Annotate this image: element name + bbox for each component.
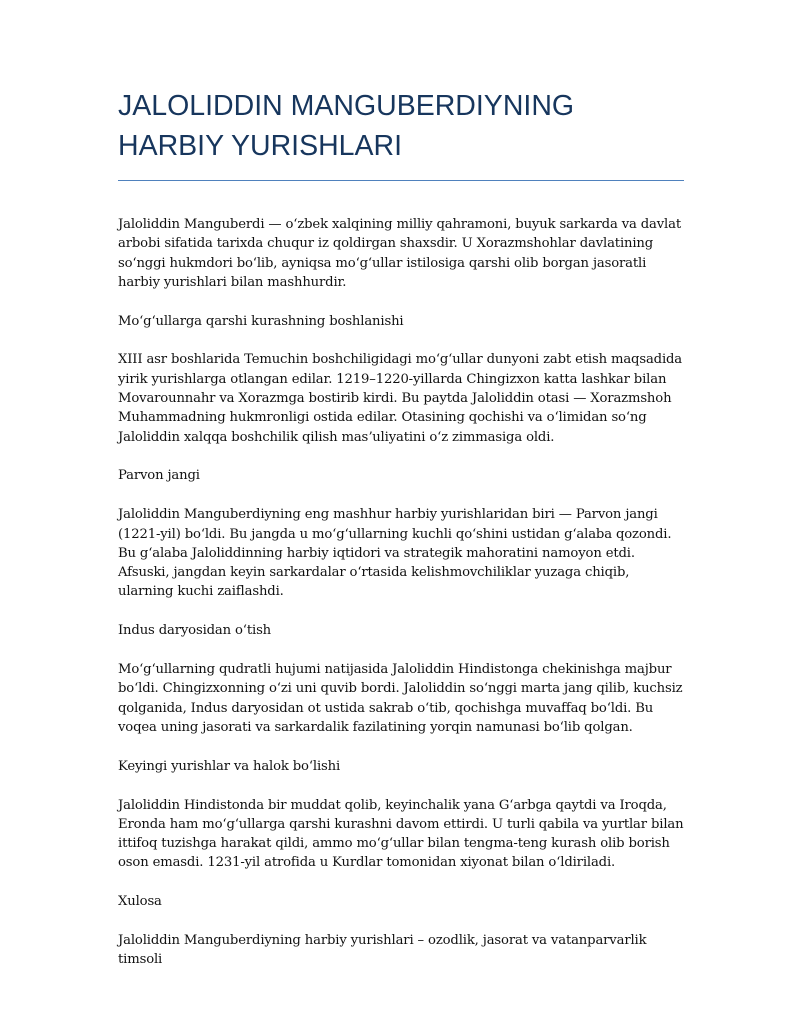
- title-divider: [118, 180, 684, 181]
- section-heading-indus: Indus daryosidan oʻtish: [118, 623, 272, 639]
- paragraph-later: Jaloliddin Hindistonda bir muddat qolib, keyinchalik yana Gʻarbga qaytdi va Iroqda, Eronda ham moʻgʻullarga qarshi kurashni davom ettirdi. U turli qabila va yurtlar bilan ittifoq tuzishga harakat qildi, ammo moʻgʻullar bilan tengma-teng kurash olib borish oson emasdi. 1231-yil atrofida u Kurdlar tomonidan xiyonat bilan oʻldiriladi.: [118, 797, 684, 871]
- title-line-1: JALOLIDDIN MANGUBERDIYNING: [118, 90, 575, 122]
- paragraph-indus: Moʻgʻullarning qudratli hujumi natijasida Jaloliddin Hindistonga chekinishga majbur boʻldi. Chingizxonning oʻzi uni quvib bordi. Jaloliddin soʻnggi marta jang qilib, kuchsiz qolganida, Indus daryosidan ot ustida sakrab oʻtib, qochishga muvaffaq boʻldi. Bu voqea uning jasorati va sarkardalik fazilatining yorqin namunasi boʻlib qolgan.: [118, 662, 683, 735]
- document-page: [118, 86, 684, 989]
- paragraph-intro: Jaloliddin Manguberdi — oʻzbek xalqining milliy qahramoni, buyuk sarkarda va davlat arbobi sifatida tarixda chuqur iz qoldirgan shaxsdir. U Xorazmshohlar davlatining soʻnggi hukmdori boʻlib, ayniqsa moʻgʻullar istilosiga qarshi olib borgan jasoratli harbiy yurishlari bilan mashhurdir.: [118, 217, 681, 290]
- section-heading-later: Keyingi yurishlar va halok boʻlishi: [118, 758, 341, 774]
- paragraph-parvan: Jaloliddin Manguberdiyning eng mashhur harbiy yurishlaridan biri — Parvon jangi (1221-yil) boʻldi. Bu jangda u moʻgʻullarning kuchli qoʻshini ustidan gʻalaba qozondi. Bu gʻalaba Jaloliddinning harbiy iqtidori va strategik mahoratini namoyon etdi. Afsuski, jangdan keyin sarkardalar oʻrtasida kelishmovchiliklar yuzaga chiqib, ularning kuchi zaiflashdi.: [118, 507, 672, 600]
- paragraph-beginning: XIII asr boshlarida Temuchin boshchiligidagi moʻgʻullar dunyoni zabt etish maqsadida yirik yurishlarga otlangan edilar. 1219–1220-yillarda Chingizxon katta lashkar bilan Movarounnahr va Xorazmga bostirib kirdi. Bu paytda Jaloliddin otasi — Xorazmshoh Muhammadning hukmronligi ostida edilar. Otasining qochishi va oʻlimidan soʻng Jaloliddin xalqqa boshchilik qilish masʼuliyatini oʻz zimmasiga oldi.: [118, 352, 683, 445]
- paragraph-conclusion: Jaloliddin Manguberdiyning harbiy yurishlari – ozodlik, jasorat va vatanparvarlik timsoli: [118, 933, 647, 968]
- document-title: [118, 86, 684, 180]
- section-heading-parvan: Parvon jangi: [118, 468, 200, 484]
- section-heading-beginning: Moʻgʻullarga qarshi kurashning boshlanishi: [118, 313, 404, 329]
- title-line-2: HARBIY YURISHLARI: [118, 130, 403, 162]
- section-heading-conclusion: Xulosa: [118, 894, 162, 910]
